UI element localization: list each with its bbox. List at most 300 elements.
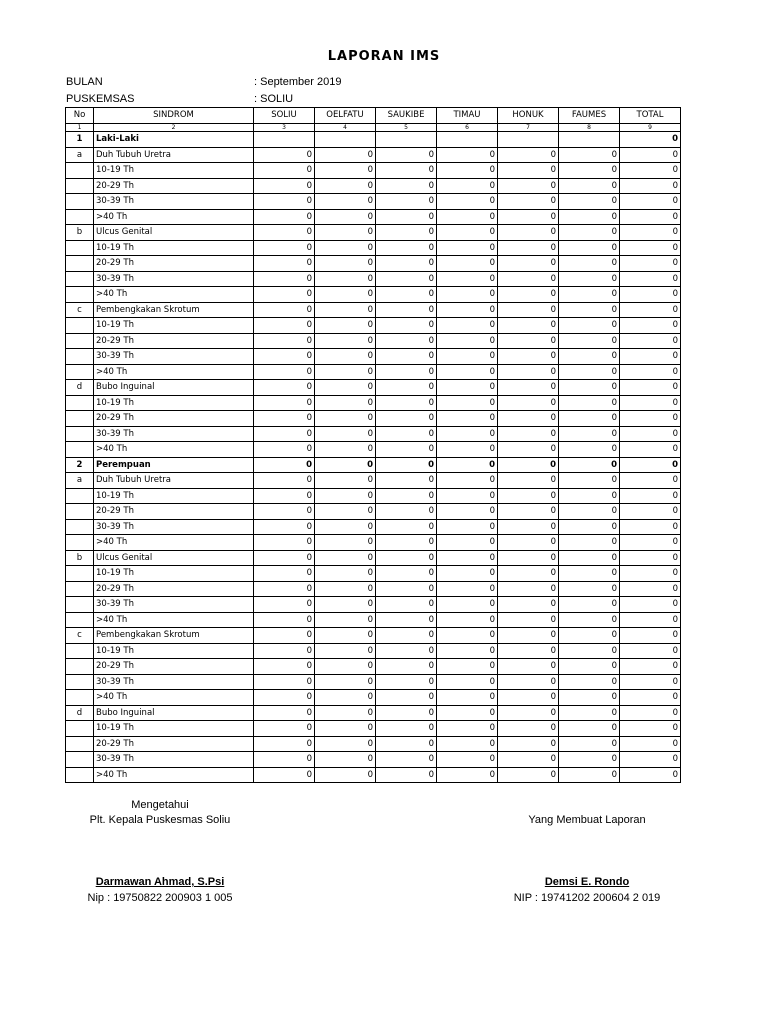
report-title: LAPORAN IMS — [327, 49, 441, 64]
row-no — [66, 597, 94, 613]
left-signer-nip: Nip : 19750822 200903 1 005 — [87, 892, 233, 904]
column-number: 3 — [254, 123, 315, 132]
cell-value: 0 — [498, 581, 559, 597]
cell-value: 0 — [376, 643, 437, 659]
row-no — [66, 504, 94, 520]
cell-value: 0 — [376, 302, 437, 318]
cell-value: 0 — [437, 612, 498, 628]
row-no — [66, 240, 94, 256]
cell-value: 0 — [254, 690, 315, 706]
cell-value: 0 — [437, 659, 498, 675]
cell-value: 0 — [620, 721, 681, 737]
row-no — [66, 256, 94, 272]
cell-value: 0 — [254, 240, 315, 256]
cell-value: 0 — [498, 473, 559, 489]
cell-value: 0 — [376, 473, 437, 489]
cell-value: 0 — [620, 473, 681, 489]
cell-value: 0 — [376, 705, 437, 721]
cell-value: 0 — [315, 240, 376, 256]
row-no — [66, 364, 94, 380]
row-no: 1 — [66, 132, 94, 148]
table-row — [66, 302, 681, 318]
row-no: a — [66, 473, 94, 489]
cell-value: 0 — [376, 240, 437, 256]
cell-value: 0 — [437, 271, 498, 287]
cell-value: 0 — [254, 163, 315, 179]
row-label: 30-39 Th — [94, 519, 254, 535]
cell-value: 0 — [254, 302, 315, 318]
cell-value: 0 — [437, 302, 498, 318]
cell-value: 0 — [315, 163, 376, 179]
table-row — [66, 721, 681, 737]
cell-value: 0 — [498, 209, 559, 225]
cell-value: 0 — [498, 690, 559, 706]
table-row — [66, 442, 681, 458]
cell-value: 0 — [376, 426, 437, 442]
cell-value: 0 — [254, 488, 315, 504]
cell-value: 0 — [254, 333, 315, 349]
right-signer-name: Demsi E. Rondo — [544, 876, 630, 888]
cell-value: 0 — [376, 333, 437, 349]
cell-value: 0 — [620, 736, 681, 752]
cell-value: 0 — [254, 519, 315, 535]
cell-value: 0 — [437, 721, 498, 737]
cell-value: 0 — [559, 550, 620, 566]
cell-value: 0 — [315, 535, 376, 551]
cell-value: 0 — [437, 581, 498, 597]
cell-value: 0 — [498, 488, 559, 504]
cell-value: 0 — [498, 163, 559, 179]
cell-value: 0 — [559, 457, 620, 473]
cell-value: 0 — [559, 442, 620, 458]
cell-value: 0 — [254, 147, 315, 163]
cell-value: 0 — [315, 209, 376, 225]
cell-value: 0 — [559, 209, 620, 225]
cell-value — [376, 132, 437, 148]
cell-value: 0 — [498, 194, 559, 210]
cell-value: 0 — [254, 566, 315, 582]
cell-value: 0 — [437, 380, 498, 396]
cell-value: 0 — [559, 705, 620, 721]
cell-value: 0 — [315, 411, 376, 427]
cell-value: 0 — [620, 411, 681, 427]
cell-value: 0 — [376, 488, 437, 504]
cell-value: 0 — [498, 147, 559, 163]
cell-value — [315, 132, 376, 148]
cell-value: 0 — [254, 287, 315, 303]
cell-value: 0 — [254, 411, 315, 427]
cell-value: 0 — [620, 380, 681, 396]
cell-value: 0 — [437, 674, 498, 690]
cell-value: 0 — [620, 271, 681, 287]
row-label: 10-19 Th — [94, 488, 254, 504]
row-label: 20-29 Th — [94, 178, 254, 194]
row-no — [66, 318, 94, 334]
row-label: 10-19 Th — [94, 395, 254, 411]
cell-value: 0 — [376, 597, 437, 613]
cell-value — [254, 132, 315, 148]
cell-value: 0 — [376, 364, 437, 380]
header-timau: TIMAU — [437, 108, 498, 124]
cell-value: 0 — [498, 736, 559, 752]
cell-value: 0 — [437, 519, 498, 535]
row-no: 2 — [66, 457, 94, 473]
cell-value: 0 — [376, 752, 437, 768]
cell-value: 0 — [315, 674, 376, 690]
cell-value: 0 — [498, 628, 559, 644]
cell-value: 0 — [437, 705, 498, 721]
table-row — [66, 271, 681, 287]
column-number: 8 — [559, 123, 620, 132]
row-label: 10-19 Th — [94, 240, 254, 256]
cell-value: 0 — [437, 488, 498, 504]
cell-value: 0 — [559, 535, 620, 551]
cell-value: 0 — [559, 163, 620, 179]
cell-value: 0 — [315, 256, 376, 272]
cell-value: 0 — [315, 147, 376, 163]
row-label: 20-29 Th — [94, 736, 254, 752]
cell-value: 0 — [559, 519, 620, 535]
cell-value: 0 — [559, 240, 620, 256]
cell-value: 0 — [498, 225, 559, 241]
cell-value: 0 — [315, 767, 376, 783]
cell-value: 0 — [254, 380, 315, 396]
row-label: 10-19 Th — [94, 163, 254, 179]
cell-value: 0 — [437, 426, 498, 442]
table-body — [66, 132, 681, 783]
cell-value: 0 — [254, 194, 315, 210]
row-no — [66, 752, 94, 768]
row-no — [66, 690, 94, 706]
row-label: 30-39 Th — [94, 426, 254, 442]
cell-value: 0 — [620, 302, 681, 318]
table-row — [66, 225, 681, 241]
cell-value: 0 — [498, 597, 559, 613]
column-number: 4 — [315, 123, 376, 132]
row-no — [66, 643, 94, 659]
cell-value: 0 — [254, 318, 315, 334]
bulan-value: : September 2019 — [254, 76, 342, 88]
row-label: >40 Th — [94, 535, 254, 551]
cell-value: 0 — [498, 612, 559, 628]
row-label: 30-39 Th — [94, 752, 254, 768]
row-label: >40 Th — [94, 209, 254, 225]
cell-value: 0 — [620, 457, 681, 473]
cell-value: 0 — [620, 643, 681, 659]
cell-value: 0 — [559, 318, 620, 334]
row-label: >40 Th — [94, 767, 254, 783]
cell-value: 0 — [498, 519, 559, 535]
cell-value: 0 — [498, 380, 559, 396]
row-label: Duh Tubuh Uretra — [94, 473, 254, 489]
cell-value: 0 — [254, 736, 315, 752]
cell-value: 0 — [315, 612, 376, 628]
cell-value: 0 — [498, 535, 559, 551]
row-no — [66, 488, 94, 504]
cell-value: 0 — [376, 721, 437, 737]
cell-value: 0 — [620, 426, 681, 442]
cell-value: 0 — [376, 519, 437, 535]
cell-value: 0 — [437, 209, 498, 225]
table-row — [66, 163, 681, 179]
row-no: c — [66, 302, 94, 318]
cell-value: 0 — [559, 426, 620, 442]
cell-value: 0 — [376, 457, 437, 473]
cell-value: 0 — [254, 674, 315, 690]
puskesmas-label: PUSKEMSAS — [66, 93, 135, 105]
cell-value: 0 — [498, 705, 559, 721]
cell-value: 0 — [254, 628, 315, 644]
cell-value: 0 — [437, 535, 498, 551]
cell-value: 0 — [559, 643, 620, 659]
row-no: b — [66, 550, 94, 566]
cell-value: 0 — [376, 581, 437, 597]
row-label: 10-19 Th — [94, 566, 254, 582]
row-no — [66, 194, 94, 210]
cell-value: 0 — [620, 767, 681, 783]
cell-value: 0 — [376, 612, 437, 628]
row-label: 20-29 Th — [94, 411, 254, 427]
table-row — [66, 240, 681, 256]
cell-value: 0 — [437, 225, 498, 241]
row-label: >40 Th — [94, 690, 254, 706]
header-soliu: SOLIU — [254, 108, 315, 124]
table-row — [66, 612, 681, 628]
table-row — [66, 597, 681, 613]
cell-value: 0 — [376, 287, 437, 303]
row-label: Pembengkakan Skrotum — [94, 628, 254, 644]
cell-value: 0 — [559, 147, 620, 163]
cell-value: 0 — [559, 566, 620, 582]
table-row — [66, 504, 681, 520]
row-no: b — [66, 225, 94, 241]
cell-value: 0 — [376, 550, 437, 566]
cell-value: 0 — [498, 240, 559, 256]
cell-value: 0 — [620, 674, 681, 690]
cell-value: 0 — [315, 504, 376, 520]
cell-value: 0 — [620, 364, 681, 380]
cell-value: 0 — [498, 550, 559, 566]
left-title: Plt. Kepala Puskesmas Soliu — [89, 814, 231, 826]
cell-value: 0 — [254, 597, 315, 613]
row-no — [66, 333, 94, 349]
cell-value: 0 — [254, 752, 315, 768]
row-no — [66, 178, 94, 194]
row-no — [66, 163, 94, 179]
row-no — [66, 426, 94, 442]
table-row — [66, 566, 681, 582]
cell-value: 0 — [559, 736, 620, 752]
cell-value: 0 — [620, 612, 681, 628]
cell-value: 0 — [376, 209, 437, 225]
cell-value: 0 — [254, 349, 315, 365]
row-label: 10-19 Th — [94, 721, 254, 737]
table-row — [66, 349, 681, 365]
header-total: TOTAL — [620, 108, 681, 124]
cell-value: 0 — [376, 271, 437, 287]
row-label: 20-29 Th — [94, 256, 254, 272]
cell-value: 0 — [254, 535, 315, 551]
cell-value: 0 — [376, 690, 437, 706]
table-row — [66, 395, 681, 411]
cell-value: 0 — [620, 597, 681, 613]
row-no — [66, 519, 94, 535]
column-number: 9 — [620, 123, 681, 132]
cell-value: 0 — [620, 349, 681, 365]
cell-value: 0 — [376, 411, 437, 427]
table-row — [66, 194, 681, 210]
cell-value: 0 — [620, 225, 681, 241]
cell-value: 0 — [620, 163, 681, 179]
cell-value: 0 — [254, 504, 315, 520]
table-row — [66, 705, 681, 721]
cell-value: 0 — [498, 302, 559, 318]
row-label: Bubo Inguinal — [94, 380, 254, 396]
header-honuk: HONUK — [498, 108, 559, 124]
cell-value: 0 — [254, 364, 315, 380]
cell-value: 0 — [498, 442, 559, 458]
cell-value: 0 — [437, 690, 498, 706]
cell-value: 0 — [315, 659, 376, 675]
cell-value: 0 — [315, 721, 376, 737]
row-no — [66, 721, 94, 737]
cell-value: 0 — [437, 628, 498, 644]
row-no — [66, 736, 94, 752]
cell-value: 0 — [620, 566, 681, 582]
cell-value: 0 — [498, 643, 559, 659]
row-label: Perempuan — [94, 457, 254, 473]
cell-value: 0 — [315, 302, 376, 318]
cell-value: 0 — [498, 318, 559, 334]
column-number: 1 — [66, 123, 94, 132]
cell-value: 0 — [620, 535, 681, 551]
cell-value: 0 — [376, 178, 437, 194]
cell-value: 0 — [254, 426, 315, 442]
header-oelfatu: OELFATU — [315, 108, 376, 124]
cell-value: 0 — [376, 395, 437, 411]
cell-value: 0 — [498, 411, 559, 427]
cell-value: 0 — [498, 767, 559, 783]
cell-value: 0 — [559, 628, 620, 644]
row-no — [66, 535, 94, 551]
cell-value: 0 — [437, 318, 498, 334]
cell-value: 0 — [559, 504, 620, 520]
cell-value: 0 — [376, 659, 437, 675]
cell-value: 0 — [315, 643, 376, 659]
table-row — [66, 736, 681, 752]
cell-value: 0 — [559, 271, 620, 287]
cell-value: 0 — [315, 690, 376, 706]
cell-value: 0 — [315, 364, 376, 380]
table-row — [66, 519, 681, 535]
row-label: Ulcus Genital — [94, 225, 254, 241]
table-row — [66, 147, 681, 163]
cell-value: 0 — [315, 457, 376, 473]
cell-value: 0 — [620, 442, 681, 458]
cell-value: 0 — [315, 597, 376, 613]
cell-value — [437, 132, 498, 148]
cell-value: 0 — [437, 256, 498, 272]
row-label: 30-39 Th — [94, 597, 254, 613]
cell-value: 0 — [376, 566, 437, 582]
cell-value: 0 — [315, 271, 376, 287]
right-title: Yang Membuat Laporan — [528, 814, 646, 826]
table-row — [66, 674, 681, 690]
cell-value: 0 — [498, 721, 559, 737]
puskesmas-value: : SOLIU — [254, 93, 294, 105]
cell-value: 0 — [254, 442, 315, 458]
column-number-row — [66, 123, 681, 132]
cell-value: 0 — [376, 535, 437, 551]
cell-value: 0 — [376, 349, 437, 365]
cell-value: 0 — [376, 767, 437, 783]
cell-value: 0 — [559, 349, 620, 365]
cell-value: 0 — [376, 318, 437, 334]
cell-value: 0 — [254, 473, 315, 489]
row-label: 10-19 Th — [94, 643, 254, 659]
cell-value: 0 — [559, 674, 620, 690]
table-row — [66, 364, 681, 380]
cell-value: 0 — [559, 473, 620, 489]
ims-report-table — [65, 107, 681, 783]
table-row — [66, 643, 681, 659]
cell-value: 0 — [437, 767, 498, 783]
table-row — [66, 659, 681, 675]
cell-value: 0 — [620, 690, 681, 706]
cell-value: 0 — [620, 333, 681, 349]
left-heading: Mengetahui — [131, 799, 189, 811]
row-no: d — [66, 380, 94, 396]
cell-value: 0 — [498, 457, 559, 473]
row-no — [66, 395, 94, 411]
cell-value: 0 — [254, 659, 315, 675]
row-no — [66, 271, 94, 287]
cell-value: 0 — [437, 597, 498, 613]
cell-value: 0 — [315, 442, 376, 458]
cell-value: 0 — [315, 581, 376, 597]
table-row — [66, 318, 681, 334]
cell-value: 0 — [315, 333, 376, 349]
cell-value: 0 — [437, 736, 498, 752]
table-row — [66, 550, 681, 566]
cell-value: 0 — [620, 132, 681, 148]
header-saukibe: SAUKIBE — [376, 108, 437, 124]
bulan-label: BULAN — [66, 76, 103, 88]
cell-value: 0 — [315, 519, 376, 535]
cell-value: 0 — [437, 287, 498, 303]
cell-value: 0 — [559, 256, 620, 272]
row-label: 30-39 Th — [94, 194, 254, 210]
table-row — [66, 287, 681, 303]
cell-value: 0 — [437, 550, 498, 566]
table-row — [66, 132, 681, 148]
cell-value: 0 — [559, 721, 620, 737]
row-label: Ulcus Genital — [94, 550, 254, 566]
table-row — [66, 457, 681, 473]
row-no — [66, 411, 94, 427]
left-signer-name: Darmawan Ahmad, S.Psi — [95, 876, 225, 888]
cell-value: 0 — [315, 566, 376, 582]
cell-value: 0 — [559, 287, 620, 303]
cell-value: 0 — [254, 256, 315, 272]
cell-value: 0 — [254, 612, 315, 628]
cell-value: 0 — [559, 612, 620, 628]
cell-value: 0 — [376, 674, 437, 690]
cell-value: 0 — [620, 240, 681, 256]
header-sindrom: SINDROM — [94, 108, 254, 124]
cell-value: 0 — [254, 209, 315, 225]
cell-value: 0 — [498, 349, 559, 365]
